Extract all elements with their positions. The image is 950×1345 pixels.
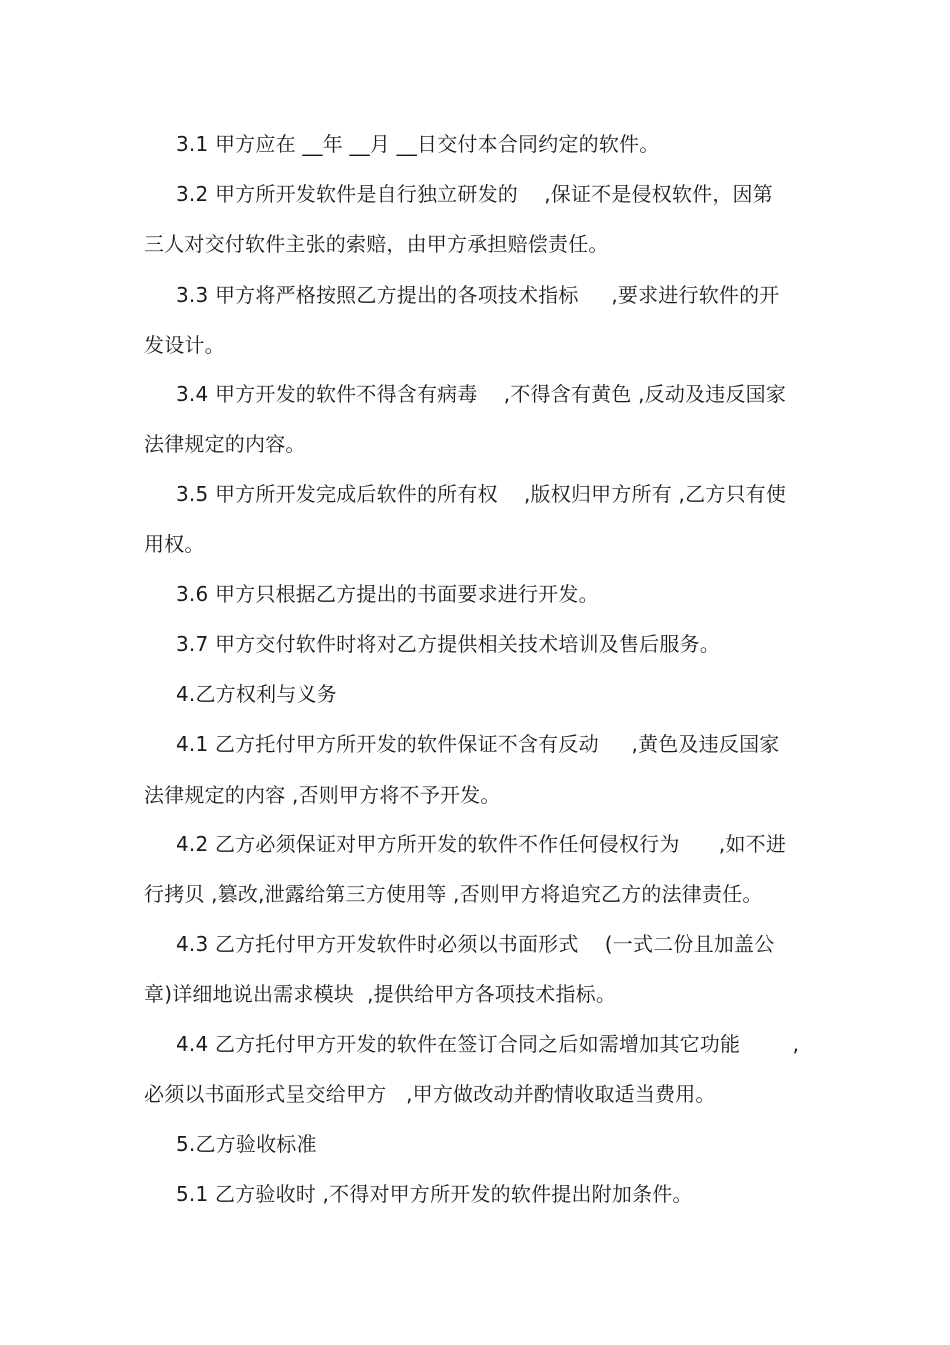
clause-3-4-cont: 法律规定的内容。 bbox=[144, 432, 306, 456]
section-5-heading: 5.乙方验收标准 bbox=[176, 1132, 317, 1156]
clause-4-4-cont: 必须以书面形式呈交给甲方 ,甲方做改动并酌情收取适当费用。 bbox=[144, 1082, 716, 1106]
clause-3-7: 3.7 甲方交付软件时将对乙方提供相关技术培训及售后服务。 bbox=[176, 632, 720, 656]
clause-3-2-cont: 三人对交付软件主张的索赔，由甲方承担赔偿责任。 bbox=[144, 232, 609, 256]
clause-4-1-cont: 法律规定的内容 ,否则甲方将不予开发。 bbox=[144, 783, 501, 807]
clause-3-2: 3.2 甲方所开发软件是自行独立研发的 ,保证不是侵权软件，因第 bbox=[176, 182, 773, 206]
clause-4-1: 4.1 乙方托付甲方所开发的软件保证不含有反动 ,黄色及违反国家 bbox=[176, 732, 780, 756]
clause-4-4: 4.4 乙方托付甲方开发的软件在签订合同之后如需增加其它功能 , bbox=[176, 1032, 800, 1056]
clause-5-1: 5.1 乙方验收时 ,不得对甲方所开发的软件提出附加条件。 bbox=[176, 1182, 693, 1206]
clause-4-3-cont: 章)详细地说出需求模块 ,提供给甲方各项技术指标。 bbox=[144, 982, 617, 1006]
clause-3-6: 3.6 甲方只根据乙方提出的书面要求进行开发。 bbox=[176, 582, 599, 606]
clause-3-5-cont: 用权。 bbox=[144, 532, 205, 556]
section-4-heading: 4.乙方权利与义务 bbox=[176, 682, 337, 706]
clause-3-4: 3.4 甲方开发的软件不得含有病毒 ,不得含有黄色 ,反动及违反国家 bbox=[176, 382, 787, 406]
clause-4-2-cont: 行拷贝 ,篡改,泄露给第三方使用等 ,否则甲方将追究乙方的法律责任。 bbox=[144, 882, 763, 906]
clause-3-3: 3.3 甲方将严格按照乙方提出的各项技术指标 ,要求进行软件的开 bbox=[176, 283, 780, 307]
clause-3-3-cont: 发设计。 bbox=[144, 333, 225, 357]
clause-3-5: 3.5 甲方所开发完成后软件的所有权 ,版权归甲方所有 ,乙方只有使 bbox=[176, 482, 787, 506]
clause-3-1: 3.1 甲方应在 __年 __月 __日交付本合同约定的软件。 bbox=[176, 132, 660, 156]
clause-4-3: 4.3 乙方托付甲方开发软件时必须以书面形式 (一式二份且加盖公 bbox=[176, 932, 775, 956]
clause-4-2: 4.2 乙方必须保证对甲方所开发的软件不作任何侵权行为 ,如不进 bbox=[176, 832, 787, 856]
